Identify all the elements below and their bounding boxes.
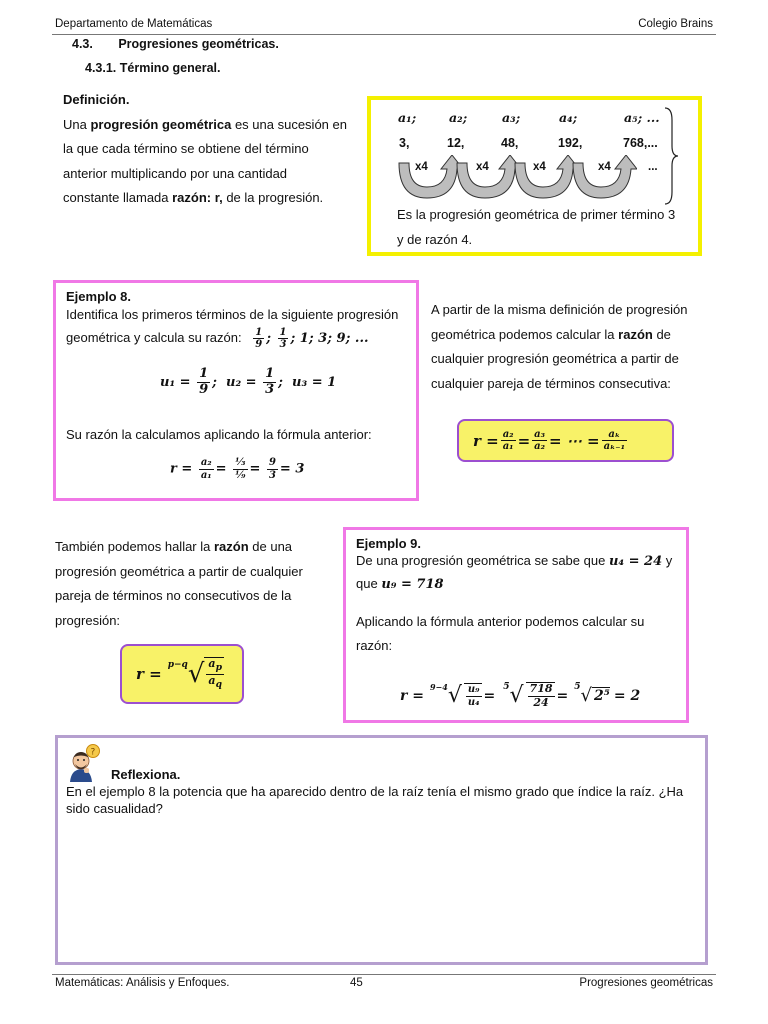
example-9-line-2 [356, 571, 686, 598]
general-r-label: r = [136, 665, 162, 683]
formula-r-label: r = [473, 431, 499, 450]
consecutive-ratio-formula [457, 419, 674, 462]
r-label: r = [170, 461, 193, 477]
factor-3: x4 [533, 161, 546, 173]
nonconsec-line-3: pareja de términos no consecutivos de la [55, 588, 292, 603]
definition-line-4 [63, 186, 363, 211]
u3-label: u₃ = 1 [292, 374, 337, 390]
example-8-content [66, 288, 411, 352]
subsection-number: 4.3.1. [85, 61, 117, 75]
ex9-radical-1: √ [447, 683, 462, 709]
sequence-terms-row [398, 110, 688, 126]
example-8-sequence: $\frac{1}{9}$ ; $\frac{1}{3}$ ; 1; 3; 9; ... [255, 326, 369, 350]
header-right: Colegio Brains [638, 18, 713, 30]
aq-base: a [208, 674, 216, 687]
example-8-line-3: Su razón la calculamos aplicando la fórmula anterior: [66, 427, 372, 442]
u9-u4-frac [464, 683, 482, 708]
subsection-title-text: Término general. [119, 61, 221, 75]
value-4: 192, [558, 136, 583, 150]
ratio-explanation [431, 298, 731, 396]
example-8-box [53, 280, 419, 501]
section-number: 4.3. [72, 37, 93, 51]
reflexiona-heading: Reflexiona. [111, 767, 181, 782]
ratio-l2a: geométrica podemos calcular la [431, 326, 619, 342]
ex9-num2: 718 [529, 682, 553, 695]
example-8-terms: u₁ = $\frac{1}{9}$ ; u₂ = $\frac{1}{3}$ ; u₃ = 1 [160, 366, 337, 397]
ratio-line-1: A partir de la misma definición de progresión [431, 302, 688, 317]
ex9-u9: u₉ = 718 [381, 577, 444, 592]
term-a1: a₁; [398, 110, 417, 125]
ex9-eq-2: = [556, 687, 569, 704]
example-9-line-1 [356, 552, 686, 571]
u2-label: u₂ = [226, 374, 257, 390]
nonconsec-line-1 [55, 535, 335, 560]
example-9-heading: Ejemplo 9. [356, 536, 422, 551]
header-left: Departamento de Matemáticas [55, 18, 213, 30]
nonconsec-l1b: razón [213, 539, 249, 554]
definition-l4a: constante llamada [63, 190, 173, 205]
ex9-index-1: 9−4 [429, 682, 448, 692]
ex9-den1: u₄ [467, 696, 480, 708]
header-rule [52, 34, 716, 35]
frac-one-third: $\frac{1}{3}$ [279, 326, 287, 350]
example-8-result: = 3 [279, 461, 305, 477]
718-24-frac [526, 682, 555, 709]
nonconsecutive-explanation [55, 535, 335, 633]
nine-over-three: $\frac{9}{3}$ [268, 457, 276, 481]
ex9-index-2: 5 [503, 682, 510, 692]
reflexiona-box [55, 735, 708, 965]
ex9-den2: 24 [533, 695, 549, 709]
term-a4: a₄; [559, 110, 578, 125]
nonconsec-line-4: progresión: [55, 612, 121, 628]
thinking-person-icon [67, 744, 103, 782]
third-over-ninth: $\frac{\text{¹⁄₃}}{\text{¹⁄₉}}$ [235, 457, 246, 481]
value-1: 3, [399, 136, 410, 150]
u2-frac: $\frac{1}{3}$ [265, 366, 275, 397]
frac-one-ninth: $\frac{1}{9}$ [255, 326, 263, 350]
ex9-num1: u₉ [467, 684, 480, 696]
definition-l4c: de la progresión. [222, 190, 324, 205]
footer-rule [52, 974, 716, 975]
footer-left: Matemáticas: Análisis y Enfoques. [55, 977, 230, 989]
ex9-u4: u₄ = 24 [608, 554, 663, 569]
definition-block [63, 88, 363, 211]
factor-ellipsis: ... [648, 161, 658, 173]
ratio-l2b: razón [618, 326, 653, 342]
term-a2: a₂; [449, 110, 468, 125]
general-ratio-formula [120, 644, 244, 704]
definition-heading: Definición. [63, 92, 130, 107]
term-a5: a₅; ... [624, 110, 660, 125]
value-2: 12, [447, 136, 465, 150]
subsection-title [85, 61, 221, 75]
example-8-ratio: r = $\frac{\text{a₂}}{\text{a₁}}$ = $\frac{\text{¹⁄₃}}{\text{¹⁄₉}}$ = $\frac{9}{3}$ = 3 [170, 457, 305, 481]
ratio-line-3: cualquier progresión geométrica a partir de [431, 351, 679, 366]
a2-a1-frac: $\frac{\text{a₂}}{\text{a₁}}$ [502, 428, 514, 452]
a2-over-a1: $\frac{\text{a₂}}{\text{a₁}}$ [200, 457, 212, 481]
ratio-l2c: de [652, 326, 671, 342]
ex9-eq-1: = [483, 687, 496, 704]
example-8-l2: geométrica y calcula su razón: [66, 330, 242, 345]
reflexiona-line-1: En el ejemplo 8 la potencia que ha aparecido dentro de la raíz tenía el mismo grado que índice la raíz. ¿Ha [66, 784, 684, 799]
definition-line-3: anterior multiplicando por una cantidad [63, 165, 288, 181]
ratio-line-4: cualquier pareja de términos consecutiva: [431, 375, 671, 391]
example-8-line-2 [66, 325, 411, 352]
definition-l1a: Una [63, 116, 91, 132]
ex9-l2a: que [356, 576, 382, 591]
definition-l4b: razón: r, [172, 190, 223, 205]
factor-2: x4 [476, 161, 489, 173]
example-8-line-1: Identifica los primeros términos de la siguiente progresión [66, 307, 399, 322]
sequence-tail: ; 1; 3; 9; ... [290, 331, 369, 346]
nonconsec-line-2: progresión geométrica a partir de cualquier [55, 563, 303, 579]
example-9-ratio [400, 682, 640, 709]
ratio-line-2 [431, 323, 731, 348]
aq-sub: q [215, 679, 222, 691]
factor-row [415, 161, 685, 177]
example-9-line-4: razón: [356, 638, 393, 653]
radical-sign: √ [187, 659, 205, 689]
root-index: p−q [167, 660, 188, 670]
nonconsec-l1a: También podemos hallar la [55, 539, 214, 554]
sequence-values-row [399, 136, 689, 152]
section-title-text: Progresiones geométricas. [118, 37, 279, 51]
ap-base: a [208, 657, 216, 671]
a3-a2-frac: $\frac{\text{a₃}}{\text{a₂}}$ [534, 428, 545, 452]
footer-right: Progresiones geométricas [579, 977, 713, 989]
section-title [72, 37, 279, 51]
ex9-r-label: r = [400, 687, 424, 704]
ex9-radical-3: √ [580, 685, 592, 707]
u1-frac: $\frac{1}{9}$ [199, 366, 209, 397]
factor-1: x4 [415, 161, 428, 173]
ap-sub: p [215, 662, 222, 674]
term-a3: a₃; [502, 110, 521, 125]
factor-4: x4 [598, 161, 611, 173]
reflexiona-text [66, 783, 706, 817]
brace-icon [663, 106, 679, 206]
example-9-box [343, 527, 689, 723]
ak-ak1-frac: $\frac{\text{aₖ}}{\text{aₖ₋₁}}$ [603, 428, 625, 452]
definition-line-1 [63, 113, 363, 138]
ap-aq-frac [204, 657, 224, 690]
value-3: 48, [501, 136, 519, 150]
example-9-line-3: Aplicando la fórmula anterior podemos calcular su [356, 614, 645, 629]
u1-label: u₁ = [160, 374, 191, 390]
page-number: 45 [350, 977, 363, 989]
nonconsec-l1c: de una [248, 539, 293, 554]
ex9-radical-2: √ [509, 683, 524, 709]
ex9-l1c: y [662, 553, 673, 568]
ex9-result: = 2 [613, 687, 641, 704]
sequence-caption [397, 203, 697, 252]
example-9-content [356, 536, 686, 658]
reflexiona-line-2: sido casualidad? [66, 801, 163, 816]
sequence-caption-1: Es la progresión geométrica de primer término 3 [397, 207, 676, 222]
sequence-caption-2: y de razón 4. [397, 231, 473, 247]
example-8-heading: Ejemplo 8. [66, 289, 132, 304]
ex9-l1a: De una progresión geométrica se sabe que [356, 553, 609, 568]
sequence-example-box [367, 96, 702, 256]
ex9-index-3: 5 [574, 682, 581, 692]
value-5: 768,... [623, 136, 658, 150]
ex9-power: 2⁵ [594, 688, 610, 705]
definition-l1c: es una sucesión en [231, 116, 347, 132]
formula-eq: = [517, 431, 531, 450]
formula-dots: = ⋯ = [549, 431, 600, 450]
svg-text:?: ? [90, 747, 96, 758]
definition-line-2: la que cada término se obtiene del término [63, 141, 309, 156]
definition-l1b: progresión geométrica [90, 116, 232, 132]
